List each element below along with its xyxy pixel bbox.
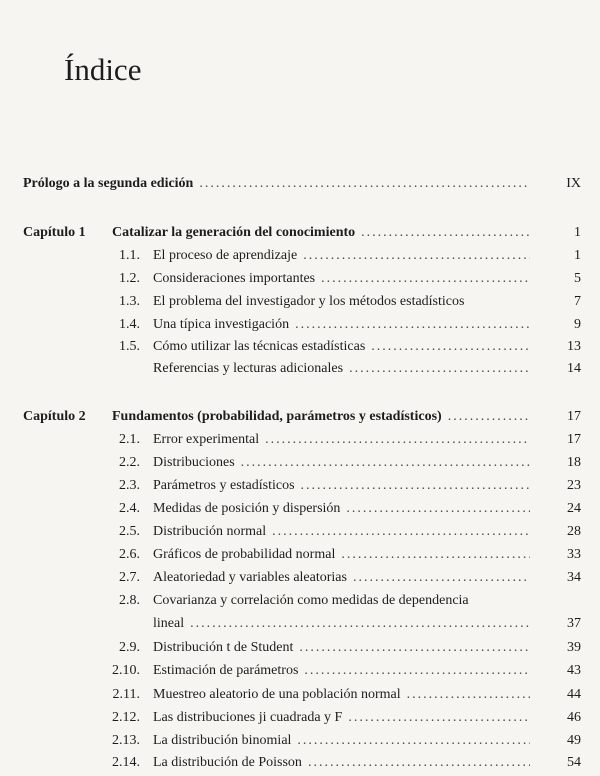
toc-entry-text: Las distribuciones ji cuadrada y F [153, 710, 343, 725]
dot-leader [448, 406, 530, 428]
toc-entry[interactable] [0, 291, 600, 313]
toc-entry-text: La distribución binomial [153, 733, 292, 748]
toc-entry-text: Aleatoriedad y variables aleatorias [153, 570, 347, 585]
toc-entry-text: Distribuciones [153, 455, 235, 470]
dot-leader [299, 637, 530, 659]
toc-page-number: 39 [567, 640, 581, 655]
dot-leader [346, 498, 530, 520]
toc-entry-text: El proceso de aprendizaje [153, 248, 298, 263]
toc-page-number: 18 [567, 455, 581, 470]
chapter-title: Catalizar la generación del conocimiento [112, 225, 356, 240]
section-number: 2.4. [119, 501, 140, 516]
toc-entry-preface[interactable] [0, 173, 600, 195]
toc-entry[interactable] [0, 730, 600, 752]
toc-entry[interactable] [0, 358, 600, 380]
toc-page-number: 14 [567, 361, 581, 376]
section-number: 2.6. [119, 547, 140, 562]
toc-entry-text: El problema del investigador y los métodos estadísticos [153, 294, 465, 309]
dot-leader [190, 613, 530, 635]
chapter-label: Capítulo 2 [23, 409, 86, 424]
dot-leader [265, 429, 530, 451]
toc-page-number: 17 [567, 432, 581, 447]
toc-page-number: 24 [567, 501, 581, 516]
toc-entry[interactable] [0, 245, 600, 267]
toc-page-number: 17 [567, 409, 581, 424]
toc-entry-text: Consideraciones importantes [153, 271, 316, 286]
dot-leader [241, 452, 530, 474]
toc-entry[interactable] [0, 475, 600, 497]
chapter-label: Capítulo 1 [23, 225, 86, 240]
toc-page-number: 7 [574, 294, 581, 309]
toc-page-number: 13 [567, 339, 581, 354]
toc-page-number: 5 [574, 271, 581, 286]
section-number: 1.5. [119, 339, 140, 354]
toc-entry-text: La distribución de Poisson [153, 755, 302, 770]
dot-leader [407, 684, 530, 706]
toc-entry-text: Error experimental [153, 432, 260, 447]
toc-entry-text: Medidas de posición y dispersión [153, 501, 341, 516]
toc-entry[interactable] [0, 590, 600, 612]
section-number: 2.13. [112, 733, 140, 748]
toc-entry[interactable] [0, 637, 600, 659]
toc-page-number: 1 [574, 225, 581, 240]
toc-entry[interactable] [0, 452, 600, 474]
page-title: Índice [64, 52, 142, 87]
toc-entry-text: Muestreo aleatorio de una población normal [153, 687, 401, 702]
toc-entry-text: Estimación de parámetros [153, 663, 299, 678]
dot-leader [308, 752, 530, 774]
toc-page-number: 44 [567, 687, 581, 702]
dot-leader [199, 173, 530, 195]
toc-entry[interactable] [0, 752, 600, 774]
toc-entry-text: lineal [153, 616, 185, 631]
toc-entry-text: Parámetros y estadísticos [153, 478, 295, 493]
toc-entry-text: Referencias y lecturas adicionales [153, 361, 344, 376]
toc-entry[interactable] [0, 498, 600, 520]
toc-page-number: 1 [574, 248, 581, 263]
toc-entry-text: Covarianza y correlación como medidas de dependencia [153, 593, 469, 608]
section-number: 2.11. [112, 687, 140, 702]
dot-leader [304, 660, 530, 682]
dot-leader [303, 245, 530, 267]
dot-leader [371, 336, 530, 358]
dot-leader [353, 567, 530, 589]
toc-chapter-2[interactable] [0, 406, 600, 428]
chapter-title: Fundamentos (probabilidad, parámetros y estadísticos) [112, 409, 442, 424]
section-number: 2.9. [119, 640, 140, 655]
toc-page-number: 23 [567, 478, 581, 493]
dot-leader [348, 707, 530, 729]
toc-entry[interactable] [0, 707, 600, 729]
toc-entry-text: Prólogo a la segunda edición [23, 176, 194, 191]
section-number: 1.4. [119, 317, 140, 332]
section-number: 2.2. [119, 455, 140, 470]
dot-leader [295, 314, 530, 336]
toc-entry[interactable] [0, 314, 600, 336]
section-number: 1.3. [119, 294, 140, 309]
toc-page-number: 54 [567, 755, 581, 770]
section-number: 2.8. [119, 593, 140, 608]
dot-leader [341, 544, 530, 566]
toc-page-number: 46 [567, 710, 581, 725]
toc-entry[interactable] [0, 660, 600, 682]
toc-chapter-1[interactable] [0, 222, 600, 244]
dot-leader [272, 521, 530, 543]
toc-page-number: 43 [567, 663, 581, 678]
toc-entry[interactable] [0, 429, 600, 451]
toc-entry[interactable] [0, 613, 600, 635]
dot-leader [349, 358, 530, 380]
section-number: 2.5. [119, 524, 140, 539]
toc-entry-text: Cómo utilizar las técnicas estadísticas [153, 339, 366, 354]
toc-entry-text: Distribución t de Student [153, 640, 294, 655]
dot-leader [297, 730, 530, 752]
toc-entry[interactable] [0, 544, 600, 566]
section-number: 2.12. [112, 710, 140, 725]
toc-entry[interactable] [0, 567, 600, 589]
section-number: 1.1. [119, 248, 140, 263]
section-number: 1.2. [119, 271, 140, 286]
toc-page-number: 34 [567, 570, 581, 585]
toc-page-number: IX [566, 176, 581, 191]
dot-leader [301, 475, 530, 497]
toc-page-number: 49 [567, 733, 581, 748]
toc-entry[interactable] [0, 521, 600, 543]
toc-entry-text: Gráficos de probabilidad normal [153, 547, 336, 562]
toc-entry-text: Una típica investigación [153, 317, 290, 332]
section-number: 2.7. [119, 570, 140, 585]
dot-leader [321, 268, 530, 290]
toc-page-number: 28 [567, 524, 581, 539]
toc-page-number: 9 [574, 317, 581, 332]
toc-entry[interactable] [0, 684, 600, 706]
section-number: 2.3. [119, 478, 140, 493]
dot-leader [361, 222, 530, 244]
section-number: 2.10. [112, 663, 140, 678]
toc-entry[interactable] [0, 336, 600, 358]
toc-page-number: 33 [567, 547, 581, 562]
toc-page-number: 37 [567, 616, 581, 631]
section-number: 2.1. [119, 432, 140, 447]
section-number: 2.14. [112, 755, 140, 770]
toc-entry[interactable] [0, 268, 600, 290]
toc-entry-text: Distribución normal [153, 524, 267, 539]
